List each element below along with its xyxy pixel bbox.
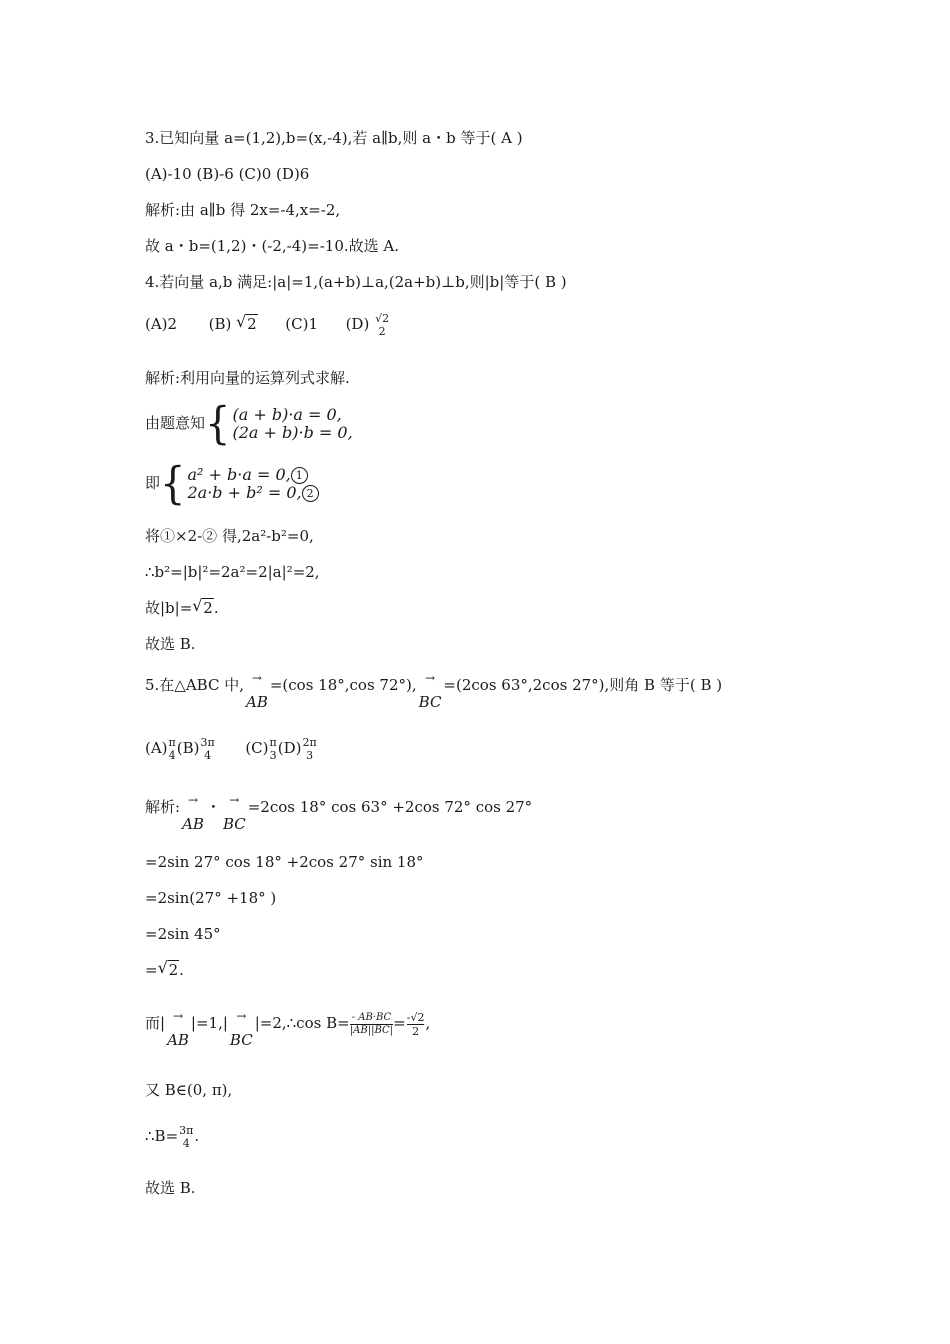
q5-solution-1: 解析: → AB ・ → BC =2cos 18° cos 63° +2cos 72° cos 27° [145, 793, 533, 833]
vector-bc: → BC [418, 671, 442, 711]
q4-solution-6: 故|b|= √ 2. [145, 596, 219, 617]
fraction: $\frac{-√2}{2}$ [406, 1010, 425, 1038]
q5-solution-5: = √ 2. [145, 958, 184, 979]
q5-solution-2: =2sin 27° cos 18° +2cos 27° sin 18° [145, 853, 424, 871]
q3-options: (A)-10 (B)-6 (C)0 (D)6 [145, 165, 310, 183]
q5-options: (A) π 4 (B) 3π 4 (C) π 3 (D) 2π 3 [145, 736, 317, 762]
q3-solution-1: 解析:由 a∥b 得 2x=-4,x=-2, [145, 201, 341, 219]
sqrt-symbol: √ 2 [157, 958, 179, 979]
q4-solution-1: 解析:利用向量的运算列式求解. [145, 369, 350, 387]
vector-bc: → BC [222, 793, 246, 833]
q4-solution-3: 即{ a² + b·a = 0, 1 2a·b + b² = 0, 2 [145, 464, 319, 504]
q4-stem: 4.若向量 a,b 满足:|a|=1,(a+b)⊥a,(2a+b)⊥b,则|b|等于( B ) [145, 273, 567, 291]
circled-number-2: 2 [302, 485, 319, 502]
q3-solution-2: 故 a・b=(1,2)・(-2,-4)=-10.故选 A. [145, 237, 399, 255]
sqrt-symbol: √ 2 [236, 312, 257, 333]
fraction: 3π 4 [179, 1124, 194, 1150]
equation-system-1: (a + b)·a = 0, (2a + b)·b = 0, [232, 405, 353, 442]
vector-ab: → AB [167, 1009, 189, 1049]
vector-bc: → BC [229, 1009, 253, 1049]
q5-stem: 5.在△ABC 中, → AB =(cos 18°,cos 72°), → BC =(2cos 63°,2cos 27°),则角 B 等于( B ) [145, 671, 723, 711]
q4-solution-4: 将①×2-② 得,2a²-b²=0, [145, 527, 314, 545]
q4-options [145, 312, 390, 338]
left-brace: { [160, 458, 186, 510]
vector-ab: → AB [246, 671, 268, 711]
sqrt-symbol: √ 2 [192, 596, 213, 617]
q3-stem: 3.已知向量 a=(1,2),b=(x,-4),若 a∥b,则 a・b 等于( A ) [145, 129, 523, 147]
q4-solution-7: 故选 B. [145, 635, 196, 653]
q5-solution-9: 故选 B. [145, 1179, 196, 1197]
q4-option-b: (B) [208, 315, 232, 333]
q5-solution-4: =2sin 45° [145, 925, 221, 943]
left-brace: { [205, 398, 231, 450]
q4-option-a: (A)2 [145, 315, 178, 333]
q5-solution-8: ∴B= 3π 4 . [145, 1124, 200, 1150]
q4-solution-5: ∴b²=|b|²=2a²=2|a|²=2, [145, 563, 320, 581]
cos-fraction: $\frac{- AB\cdot BC}{|AB||BC|}$ [349, 1011, 394, 1036]
circled-number-1: 1 [291, 467, 308, 484]
q5-solution-6: 而| → AB |=1,| → BC |=2,∴cos B= $\frac{- AB\cdot BC}{|AB||BC|}$ = $\frac{-√2}{2}$ , [145, 1009, 431, 1049]
q4-option-d: (D) [345, 315, 370, 333]
q5-solution-3: =2sin(27° +18° ) [145, 889, 277, 907]
q4-option-c: (C)1 [285, 315, 319, 333]
q4-solution-2: 由题意知{ (a + b)·a = 0, (2a + b)·b = 0, [145, 398, 353, 450]
equation-system-2: a² + b·a = 0, 1 2a·b + b² = 0, 2 [187, 466, 318, 502]
fraction: √2 2 [375, 312, 390, 338]
q5-solution-7: 又 B∈(0, π), [145, 1081, 233, 1099]
vector-ab: → AB [182, 793, 204, 833]
